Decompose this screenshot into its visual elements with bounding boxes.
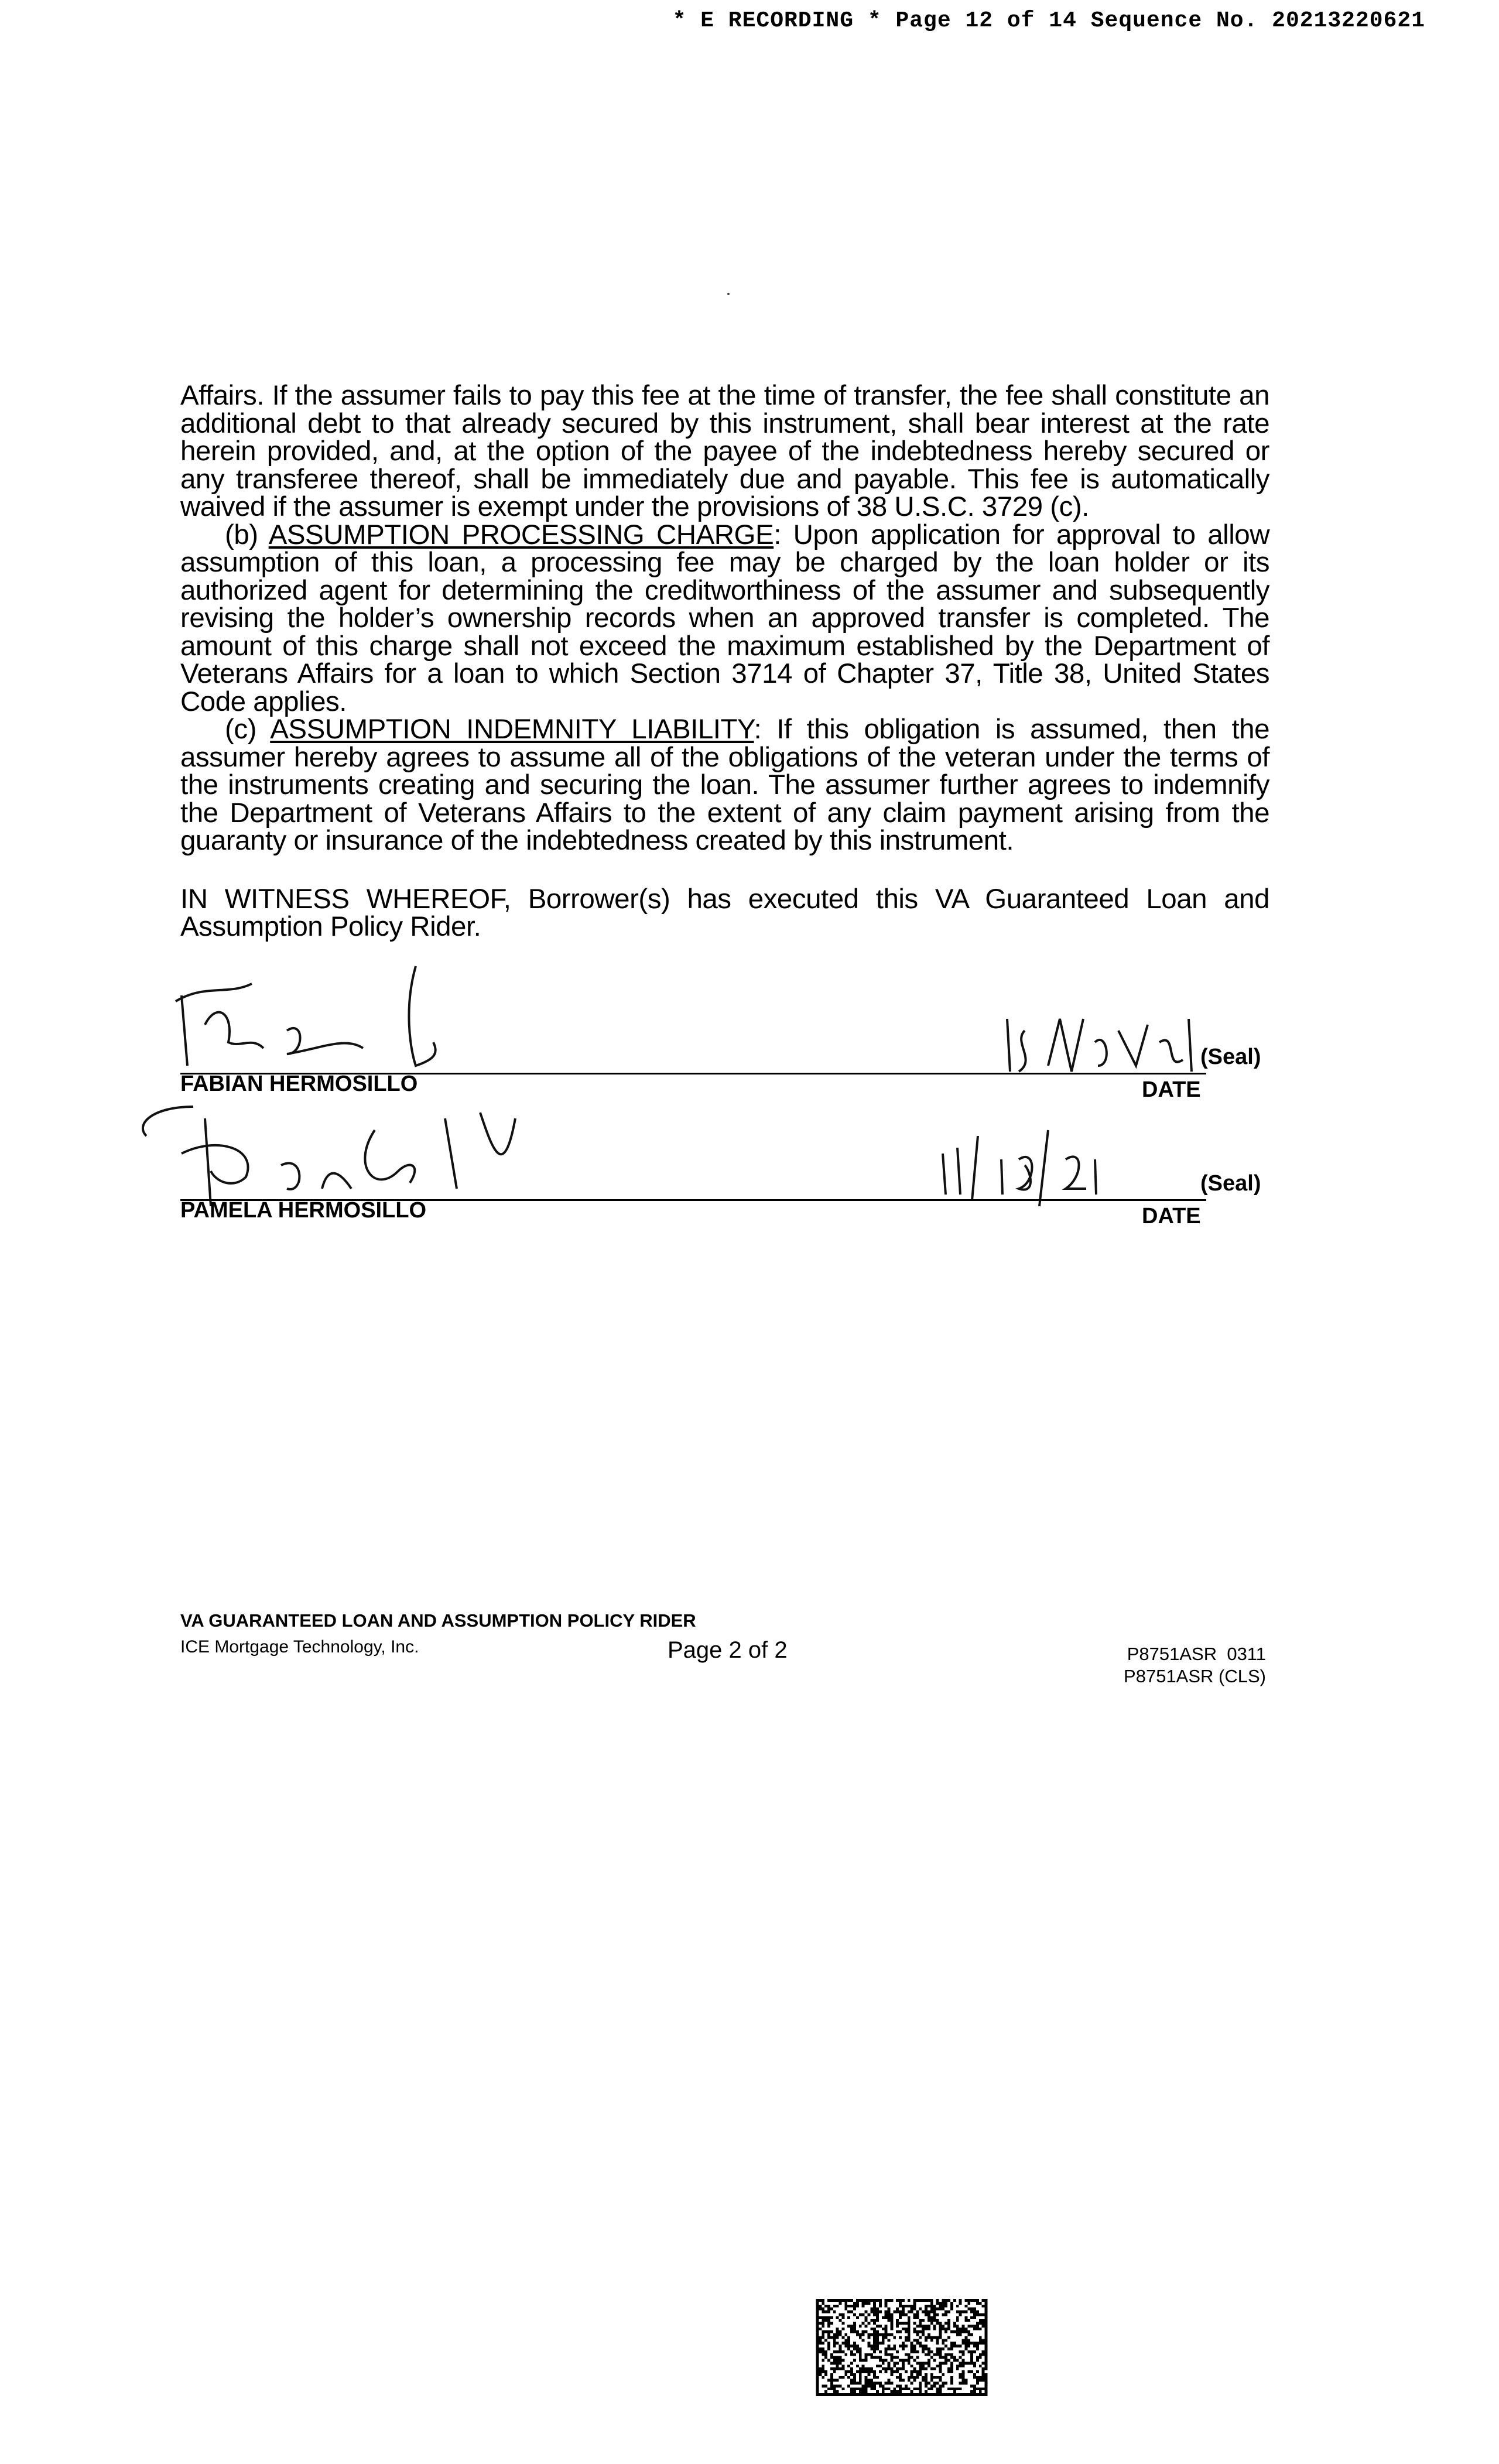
- signer-name-1: FABIAN HERMOSILLO: [180, 1072, 418, 1096]
- clause-heading: ASSUMPTION INDEMNITY LIABILITY: [270, 714, 754, 745]
- form-code-2: P8751ASR (CLS): [1124, 1666, 1266, 1686]
- form-code-1: P8751ASR 0311: [1127, 1644, 1266, 1664]
- signature-pamela: [129, 1095, 550, 1212]
- stray-mark: [727, 293, 730, 295]
- page-number: Page 2 of 2: [668, 1637, 788, 1663]
- form-code: [1124, 1643, 1266, 1688]
- clause-prefix: (b): [225, 519, 269, 550]
- handwritten-date-2: [937, 1124, 1113, 1206]
- handwritten-date-1: [1001, 1007, 1200, 1077]
- clause-prefix: (c): [225, 714, 271, 745]
- paragraph-fee-debt: Affairs. If the assumer fails to pay this fee at the time of transfer, the fee shall constitute an additional debt to that already secured by this instrument, shall bear interest at the rate herein provided, and, at the option of the payee of the indebtedness hereby secured or any transferee thereof, shall be immediately due and payable. This fee is automatically waived if the assumer is exempt under the provisions of 38 U.S.C. 3729 (c).: [180, 380, 1269, 522]
- paragraph-indemnity-liability: [180, 716, 1269, 855]
- date-label-2: DATE: [1142, 1204, 1201, 1228]
- company-name: ICE Mortgage Technology, Inc.: [180, 1637, 419, 1657]
- paragraph-processing-charge: [180, 521, 1269, 716]
- recording-header: * E RECORDING * Page 12 of 14 Sequence No. 20213220621: [672, 8, 1425, 33]
- signature-fabian: [170, 960, 474, 1077]
- witness-statement: IN WITNESS WHEREOF, Borrower(s) has executed this VA Guaranteed Loan and Assumption Policy Rider.: [180, 883, 1269, 942]
- signer-name-2: PAMELA HERMOSILLO: [180, 1198, 427, 1223]
- clause-text: : Upon application for approval to allow assumption of this loan, a processing fee may be charged by the loan holder or its authorized agent for determining the creditworthiness of the assumer and subsequently revising the holder’s ownership records when an approved transfer is completed. The amount of this charge shall not exceed the maximum established by the Department of Veterans Affairs for a loan to which Section 3714 of Chapter 37, Title 38, United States Code applies.: [180, 519, 1269, 717]
- rider-body: [180, 382, 1269, 941]
- 2d-barcode: [814, 2299, 990, 2396]
- date-label-1: DATE: [1142, 1077, 1201, 1102]
- seal-label-1: (Seal): [1200, 1045, 1261, 1069]
- clause-text: : If this obligation is assumed, then the assumer hereby agrees to assume all of the obligations of the veteran under the terms of the instruments creating and securing the loan. The assumer further agrees to indemnify the Department of Veterans Affairs to the extent of any claim payment arising from the guaranty or insurance of the indebtedness created by this instrument.: [180, 714, 1270, 856]
- form-title: VA GUARANTEED LOAN AND ASSUMPTION POLICY RIDER: [180, 1610, 696, 1631]
- clause-heading: ASSUMPTION PROCESSING CHARGE: [268, 519, 774, 550]
- seal-label-2: (Seal): [1200, 1171, 1261, 1196]
